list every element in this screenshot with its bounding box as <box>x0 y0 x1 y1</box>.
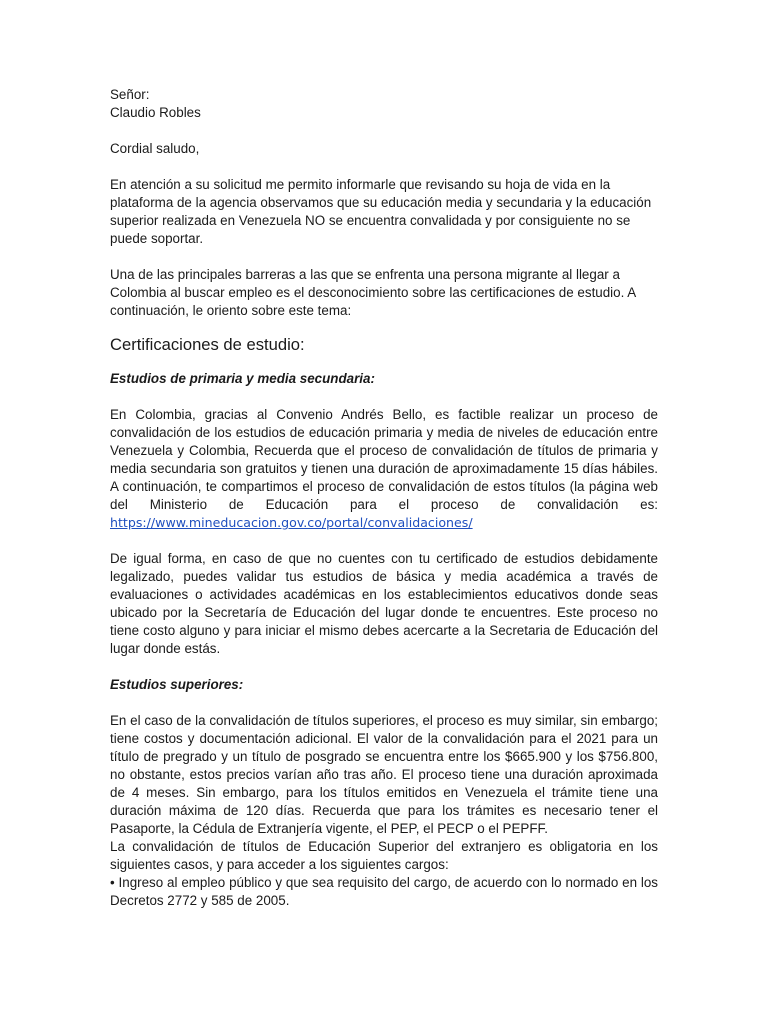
primary-paragraph-text: En Colombia, gracias al Convenio Andrés Bello, es factible realizar un proceso de convalidación de los estudios de educación primaria y media de niveles de educación entre Venezuela y Colombia, Recuerda que el proceso de convalidación de títulos de primaria y media secundaria son gratuitos y tienen una duración de aproximadamente 15 días hábiles. A continuación, te compartimos el proceso de convalidación de estos títulos (la página web del Ministerio de Educación para el proceso de convalidación es: <box>110 407 658 512</box>
alternative-paragraph: De igual forma, en caso de que no cuentes con tu certificado de estudios debidamente legalizado, puedes validar tus estudios de básica y media académica a través de evaluaciones o actividades académicas en los establecimientos educativos donde seas ubicado por la Secretaría de Educación del lugar donde te encuentres. Este proceso no tiene costo alguno y para iniciar el mismo debes acercarte a la Secretaria de Educación del lugar donde estás. <box>110 551 658 656</box>
intro-paragraph: En atención a su solicitud me permito informarle que revisando su hoja de vida en la plataforma de la agencia observamos que su educación media y secundaria y la educación superior realizada en Venezuela NO se encuentra convalidada y por consiguiente no se puede soportar. <box>110 177 652 246</box>
bullet-item-1: • Ingreso al empleo público y que sea requisito del cargo, de acuerdo con lo normado en los Decretos 2772 y 585 de 2005. <box>110 875 658 908</box>
primary-paragraph <box>110 406 658 532</box>
recipient-name: Claudio Robles <box>110 105 201 120</box>
higher-paragraph: En el caso de la convalidación de títulos superiores, el proceso es muy similar, sin embargo; tiene costos y documentación adicional. El valor de la convalidación para el 2021 para un título de pregrado y un título de posgrado se encuentra entre los $665.900 y los $756.800, no obstante, estos precios varían año tras año. El proceso tiene una duración aproximada de 4 meses. Sin embargo, para los títulos emitidos en Venezuela el trámite tiene una duración máxima de 120 días. Recuerda que para los trámites es necesario tener el Pasaporte, la Cédula de Extranjería vigente, el PEP, el PECP o el PEPFF. <box>110 713 658 836</box>
primary-heading: Estudios de primaria y media secundaria: <box>110 371 375 386</box>
greeting: Cordial saludo, <box>110 141 200 156</box>
higher-heading: Estudios superiores: <box>110 677 244 692</box>
mandatory-paragraph: La convalidación de títulos de Educación Superior del extranjero es obligatoria en los siguientes casos, y para acceder a los siguientes cargos: <box>110 839 658 872</box>
mineducacion-link[interactable]: https://www.mineducacion.gov.co/portal/convalidaciones/ <box>110 515 473 530</box>
section-title: Certificaciones de estudio: <box>110 335 305 354</box>
salutation-title: Señor: <box>110 87 150 102</box>
letter-page <box>110 86 658 910</box>
barriers-paragraph: Una de las principales barreras a las que se enfrenta una persona migrante al llegar a Colombia al buscar empleo es el desconocimiento sobre las certificaciones de estudio. A continuación, le oriento sobre este tema: <box>110 267 636 318</box>
